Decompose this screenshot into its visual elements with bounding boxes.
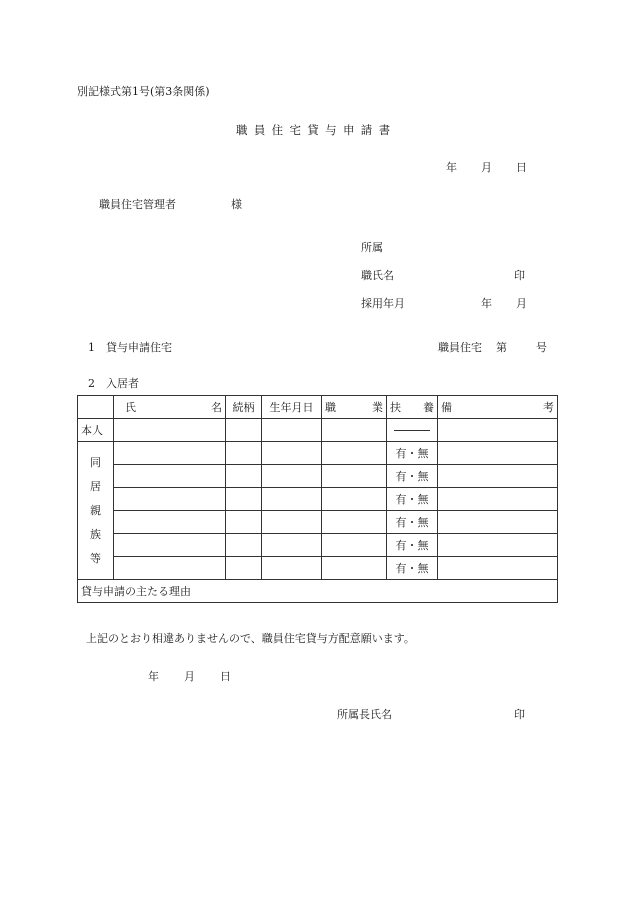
table-row — [78, 511, 558, 534]
family-occupation-cell[interactable] — [322, 442, 387, 465]
reason-cell[interactable] — [78, 580, 558, 603]
family-occupation-cell[interactable] — [322, 534, 387, 557]
table-row — [78, 557, 558, 580]
dept-head-seal: 印 — [514, 708, 525, 721]
bottom-date-year: 年 — [148, 670, 159, 683]
family-remarks-cell[interactable] — [438, 511, 558, 534]
dependent-option[interactable]: 有・無 — [387, 442, 438, 465]
addressee-label: 職員住宅管理者 — [99, 198, 176, 211]
housing-label: 職員住宅 — [438, 341, 482, 354]
header-relation: 続柄 — [226, 396, 262, 419]
table-row-self — [78, 419, 558, 442]
hire-label: 採用年月 — [361, 297, 405, 310]
family-occupation-cell[interactable] — [322, 511, 387, 534]
family-name-cell[interactable] — [114, 557, 226, 580]
family-remarks-cell[interactable] — [438, 442, 558, 465]
family-birthdate-cell[interactable] — [262, 534, 322, 557]
self-birthdate-cell[interactable] — [262, 419, 322, 442]
declaration-text: 上記のとおり相違ありませんので、職員住宅貸与方配意願います。 — [86, 632, 415, 645]
hire-month-label: 月 — [516, 297, 527, 310]
family-name-cell[interactable] — [114, 511, 226, 534]
housing-no-suffix: 号 — [536, 341, 547, 354]
addressee-honorific: 様 — [231, 198, 242, 211]
family-remarks-cell[interactable] — [438, 534, 558, 557]
name-label: 職氏名 — [361, 269, 394, 282]
header-dependent: 扶 養 — [387, 396, 438, 419]
family-relation-cell[interactable] — [226, 534, 262, 557]
family-occupation-cell[interactable] — [322, 488, 387, 511]
date-month-label: 月 — [481, 161, 492, 174]
residents-table — [77, 395, 558, 603]
table-row — [78, 534, 558, 557]
family-remarks-cell[interactable] — [438, 488, 558, 511]
page-title: 職員住宅貸与申請書 — [236, 123, 397, 137]
header-name: 氏 名 — [114, 396, 226, 419]
table-row — [78, 465, 558, 488]
form-id: 別記様式第1号(第3条関係) — [77, 85, 210, 98]
hire-year-label: 年 — [481, 297, 492, 310]
bottom-date-month: 月 — [184, 670, 195, 683]
reason-label: 貸与申請の主たる理由 — [81, 584, 191, 598]
family-birthdate-cell[interactable] — [262, 442, 322, 465]
date-year-label: 年 — [446, 161, 457, 174]
table-row — [78, 488, 558, 511]
family-remarks-cell[interactable] — [438, 557, 558, 580]
family-relation-cell[interactable] — [226, 442, 262, 465]
family-occupation-cell[interactable] — [322, 557, 387, 580]
family-relation-cell[interactable] — [226, 557, 262, 580]
table-row — [78, 442, 558, 465]
seal-mark: 印 — [514, 269, 525, 282]
family-relation-cell[interactable] — [226, 511, 262, 534]
reason-row — [78, 580, 558, 603]
self-name-cell[interactable] — [114, 419, 226, 442]
self-label: 本人 — [78, 419, 114, 442]
self-dependent-cell — [387, 419, 438, 442]
self-remarks-cell[interactable] — [438, 419, 558, 442]
self-relation-cell[interactable] — [226, 419, 262, 442]
dependent-option[interactable]: 有・無 — [387, 511, 438, 534]
section2-number: 2 — [88, 377, 95, 390]
header-remarks: 備 考 — [438, 396, 558, 419]
date-day-label: 日 — [516, 161, 527, 174]
section2-label: 入居者 — [106, 377, 139, 390]
family-name-cell[interactable] — [114, 465, 226, 488]
family-label-cell: 同 居 親 族 等 — [78, 442, 114, 580]
family-birthdate-cell[interactable] — [262, 511, 322, 534]
dependent-option[interactable]: 有・無 — [387, 534, 438, 557]
family-birthdate-cell[interactable] — [262, 557, 322, 580]
header-birthdate: 生年月日 — [262, 396, 322, 419]
dependent-option[interactable]: 有・無 — [387, 488, 438, 511]
section1-number: 1 — [88, 341, 95, 354]
dependent-option[interactable]: 有・無 — [387, 557, 438, 580]
header-blank-cell — [78, 396, 114, 419]
housing-no-prefix: 第 — [496, 341, 507, 354]
bottom-date-day: 日 — [220, 670, 231, 683]
dash-line — [394, 430, 430, 431]
dependent-option[interactable]: 有・無 — [387, 465, 438, 488]
self-occupation-cell[interactable] — [322, 419, 387, 442]
family-name-cell[interactable] — [114, 488, 226, 511]
family-occupation-cell[interactable] — [322, 465, 387, 488]
section1-label: 貸与申請住宅 — [106, 341, 172, 354]
header-occupation: 職 業 — [322, 396, 387, 419]
family-birthdate-cell[interactable] — [262, 465, 322, 488]
dept-label: 所属 — [361, 241, 383, 254]
family-birthdate-cell[interactable] — [262, 488, 322, 511]
family-relation-cell[interactable] — [226, 465, 262, 488]
family-name-cell[interactable] — [114, 442, 226, 465]
dept-head-label: 所属長氏名 — [337, 708, 392, 721]
table-header-row — [78, 396, 558, 419]
family-name-cell[interactable] — [114, 534, 226, 557]
family-remarks-cell[interactable] — [438, 465, 558, 488]
family-relation-cell[interactable] — [226, 488, 262, 511]
